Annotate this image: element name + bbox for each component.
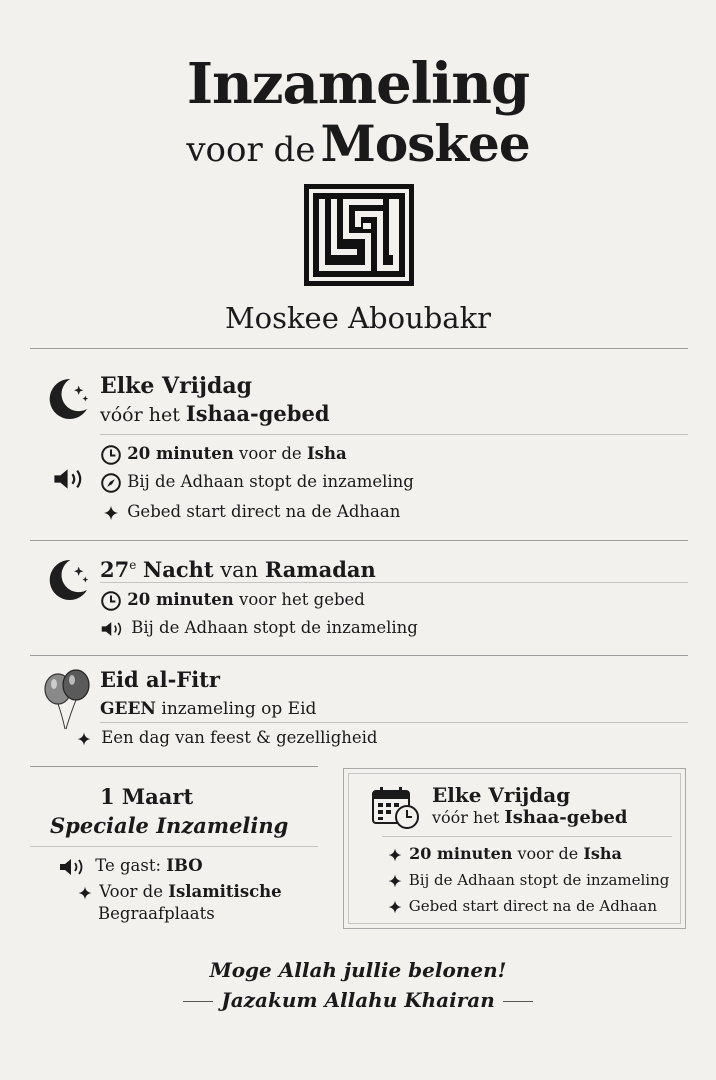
dash-left xyxy=(183,1001,213,1002)
divider xyxy=(30,846,318,847)
dash-right xyxy=(503,1001,533,1002)
crescent-moon-icon xyxy=(42,374,92,424)
divider xyxy=(100,434,688,435)
sparkle-icon xyxy=(76,885,94,901)
divider xyxy=(30,540,688,541)
list-item: 20 minuten voor de Isha xyxy=(386,843,622,865)
list-item: Bij de Adhaan stopt de inzameling xyxy=(100,471,414,494)
list-item: Gebed start direct na de Adhaan xyxy=(100,501,400,523)
kufic-square-logo-icon xyxy=(304,184,414,286)
title-line1: Inzameling xyxy=(186,51,530,117)
sparkle-icon xyxy=(386,847,404,863)
clock-icon xyxy=(100,444,122,466)
list-item: Gebed start direct na de Adhaan xyxy=(386,895,657,917)
closing-blessing: Moge Allah jullie belonen! xyxy=(209,958,507,982)
list-item: Een dag van feest & gezelligheid xyxy=(74,727,378,749)
calendar-clock-icon xyxy=(370,785,422,831)
sparkle-icon xyxy=(386,899,404,915)
speaker-icon xyxy=(56,857,90,877)
compass-icon xyxy=(100,472,122,494)
title-line2 xyxy=(0,116,716,184)
divider xyxy=(100,722,688,723)
clock-icon xyxy=(100,590,122,612)
divider xyxy=(100,582,688,583)
speaker-icon xyxy=(52,467,88,491)
title-line2-prefix: voor de xyxy=(186,130,316,170)
sparkle-icon xyxy=(100,504,122,522)
eid-note: GEEN inzameling op Eid xyxy=(100,699,317,719)
list-item: Voor de Islamitische xyxy=(76,881,282,903)
list-item: 20 minuten voor de Isha xyxy=(100,443,347,466)
divider xyxy=(30,766,318,767)
friday-title: Elke Vrijdag xyxy=(100,373,253,399)
box-subtitle: vóór het Ishaa-gebed xyxy=(432,807,628,828)
mosque-name: Moskee Aboubakr xyxy=(224,301,492,335)
friday-subtitle: vóór het Ishaa-gebed xyxy=(100,401,330,426)
special-title: Speciale Inzameling xyxy=(50,813,289,838)
crescent-moon-icon xyxy=(42,555,92,605)
divider xyxy=(30,348,688,349)
divider xyxy=(30,655,688,656)
title-line2-main: Moskee xyxy=(320,114,530,173)
divider xyxy=(382,836,672,837)
list-item: Bij de Adhaan stopt de inzameling xyxy=(100,617,418,639)
list-item: 20 minuten voor het gebed xyxy=(100,589,365,612)
sparkle-icon xyxy=(74,731,94,747)
list-item-continuation: Begraafplaats xyxy=(98,904,215,923)
box-title: Elke Vrijdag xyxy=(432,783,571,807)
list-item: Te gast: IBO xyxy=(56,855,203,877)
sparkle-icon xyxy=(386,873,404,889)
closing-thanks: Jazakum Allahu Khairan xyxy=(0,986,716,1014)
ramadan-title: 27e Nacht van Ramadan xyxy=(100,557,376,582)
speaker-icon xyxy=(100,620,126,638)
eid-title: Eid al-Fitr xyxy=(100,667,220,692)
list-item: Bij de Adhaan stopt de inzameling xyxy=(386,869,669,891)
special-date: 1 Maart xyxy=(100,784,194,809)
